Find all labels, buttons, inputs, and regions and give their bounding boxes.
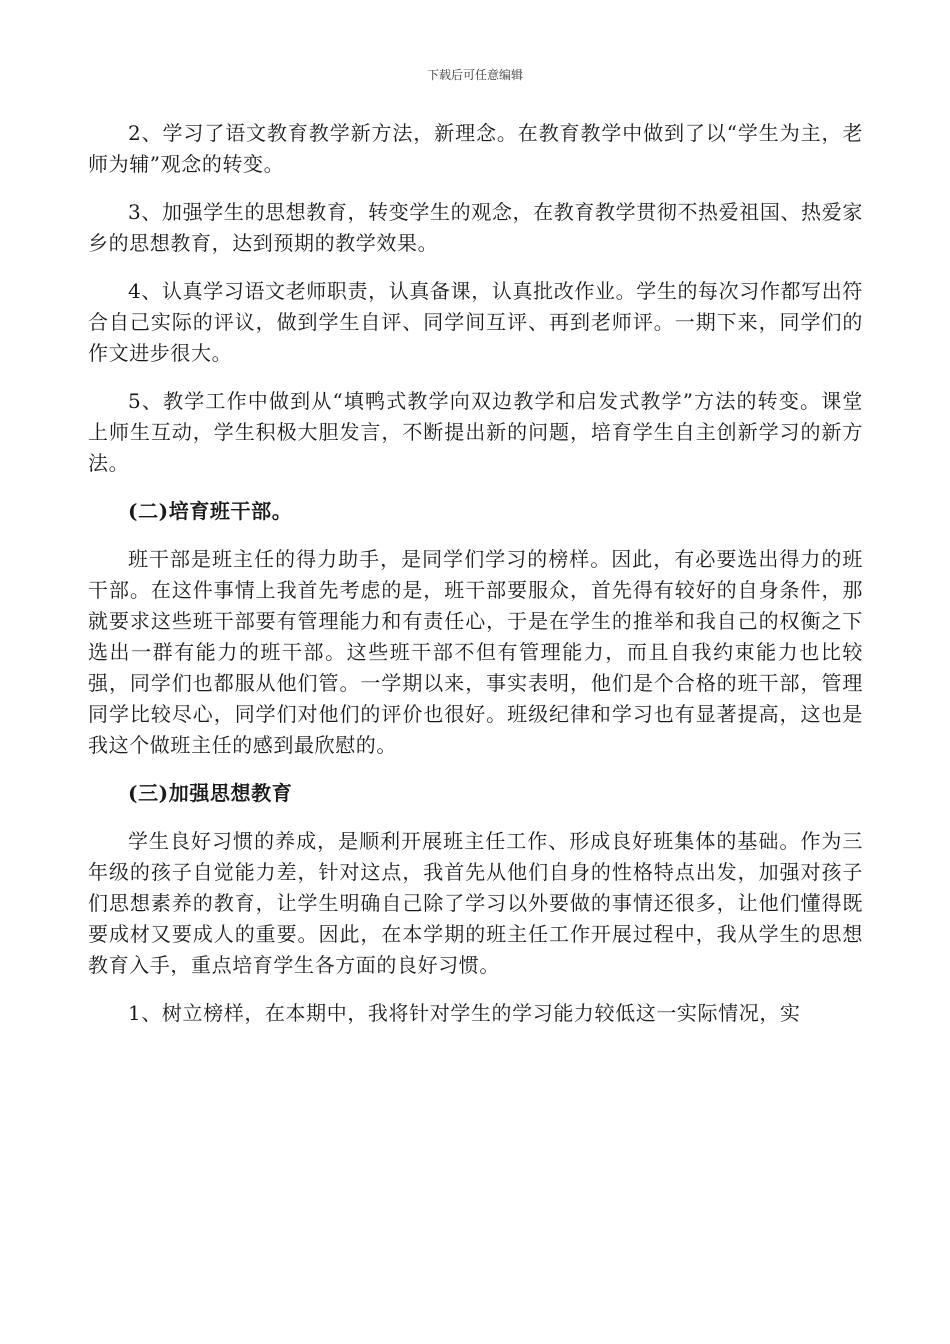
page-header: 下载后可任意编辑	[426, 68, 523, 82]
paragraph-item-4: 4、认真学习语文老师职责，认真备课，认真批改作业。学生的每次习作都写出符合自己实际的评议，做到学生自评、同学间互评、再到老师评。一期下来，同学们的作文进步很大。	[88, 279, 863, 365]
paragraph-item-2: 2、学习了语文教育教学新方法，新理念。在教育教学中做到了以“学生为主，老师为辅”观念的转变。	[88, 121, 863, 176]
document-body	[88, 118, 863, 1046]
section-heading-class-cadres: (二)培育班干部。	[128, 499, 293, 523]
paragraph-class-cadres: 班干部是班主任的得力助手，是同学们学习的榜样。因此，有必要选出得力的班干部。在这件事情上我首先考虑的是，班干部要服众，首先得有较好的自身条件，那就要求这些班干部要有管理能力和有责任心，于是在学生的推举和我自己的权衡之下选出一群有能力的班干部。这些班干部不但有管理能力，而且自我约束能力也比较强，同学们也都服从他们管。一学期以来，事实表明，他们是个合格的班干部，管理同学比较尽心，同学们对他们的评价也很好。班级纪律和学习也有显著提高，这也是我这个做班主任的感到最欣慰的。	[88, 547, 863, 757]
paragraph-role-model: 1、树立榜样，在本期中，我将针对学生的学习能力较低这一实际情况，实	[128, 1001, 801, 1025]
paragraph-item-3: 3、加强学生的思想教育，转变学生的观念，在教育教学贯彻不热爱祖国、热爱家乡的思想教育，达到预期的教学效果。	[88, 200, 863, 255]
paragraph-good-habits: 学生良好习惯的养成，是顺利开展班主任工作、形成良好班集体的基础。作为三年级的孩子自觉能力差，针对这点，我首先从他们自身的性格特点出发，加强对孩子们思想素养的教育，让学生明确自己除了学习以外要做的事情还很多，让他们懂得既要成材又要成人的重要。因此，在本学期的班主任工作开展过程中，我从学生的思想教育入手，重点培育学生各方面的良好习惯。	[88, 829, 863, 977]
paragraph-item-5: 5、教学工作中做到从“填鸭式教学向双边教学和启发式教学”方法的转变。课堂上师生互动，学生积极大胆发言，不断提出新的问题，培育学生自主创新学习的新方法。	[88, 389, 863, 475]
section-heading-ideological-education: (三)加强思想教育	[128, 781, 293, 805]
